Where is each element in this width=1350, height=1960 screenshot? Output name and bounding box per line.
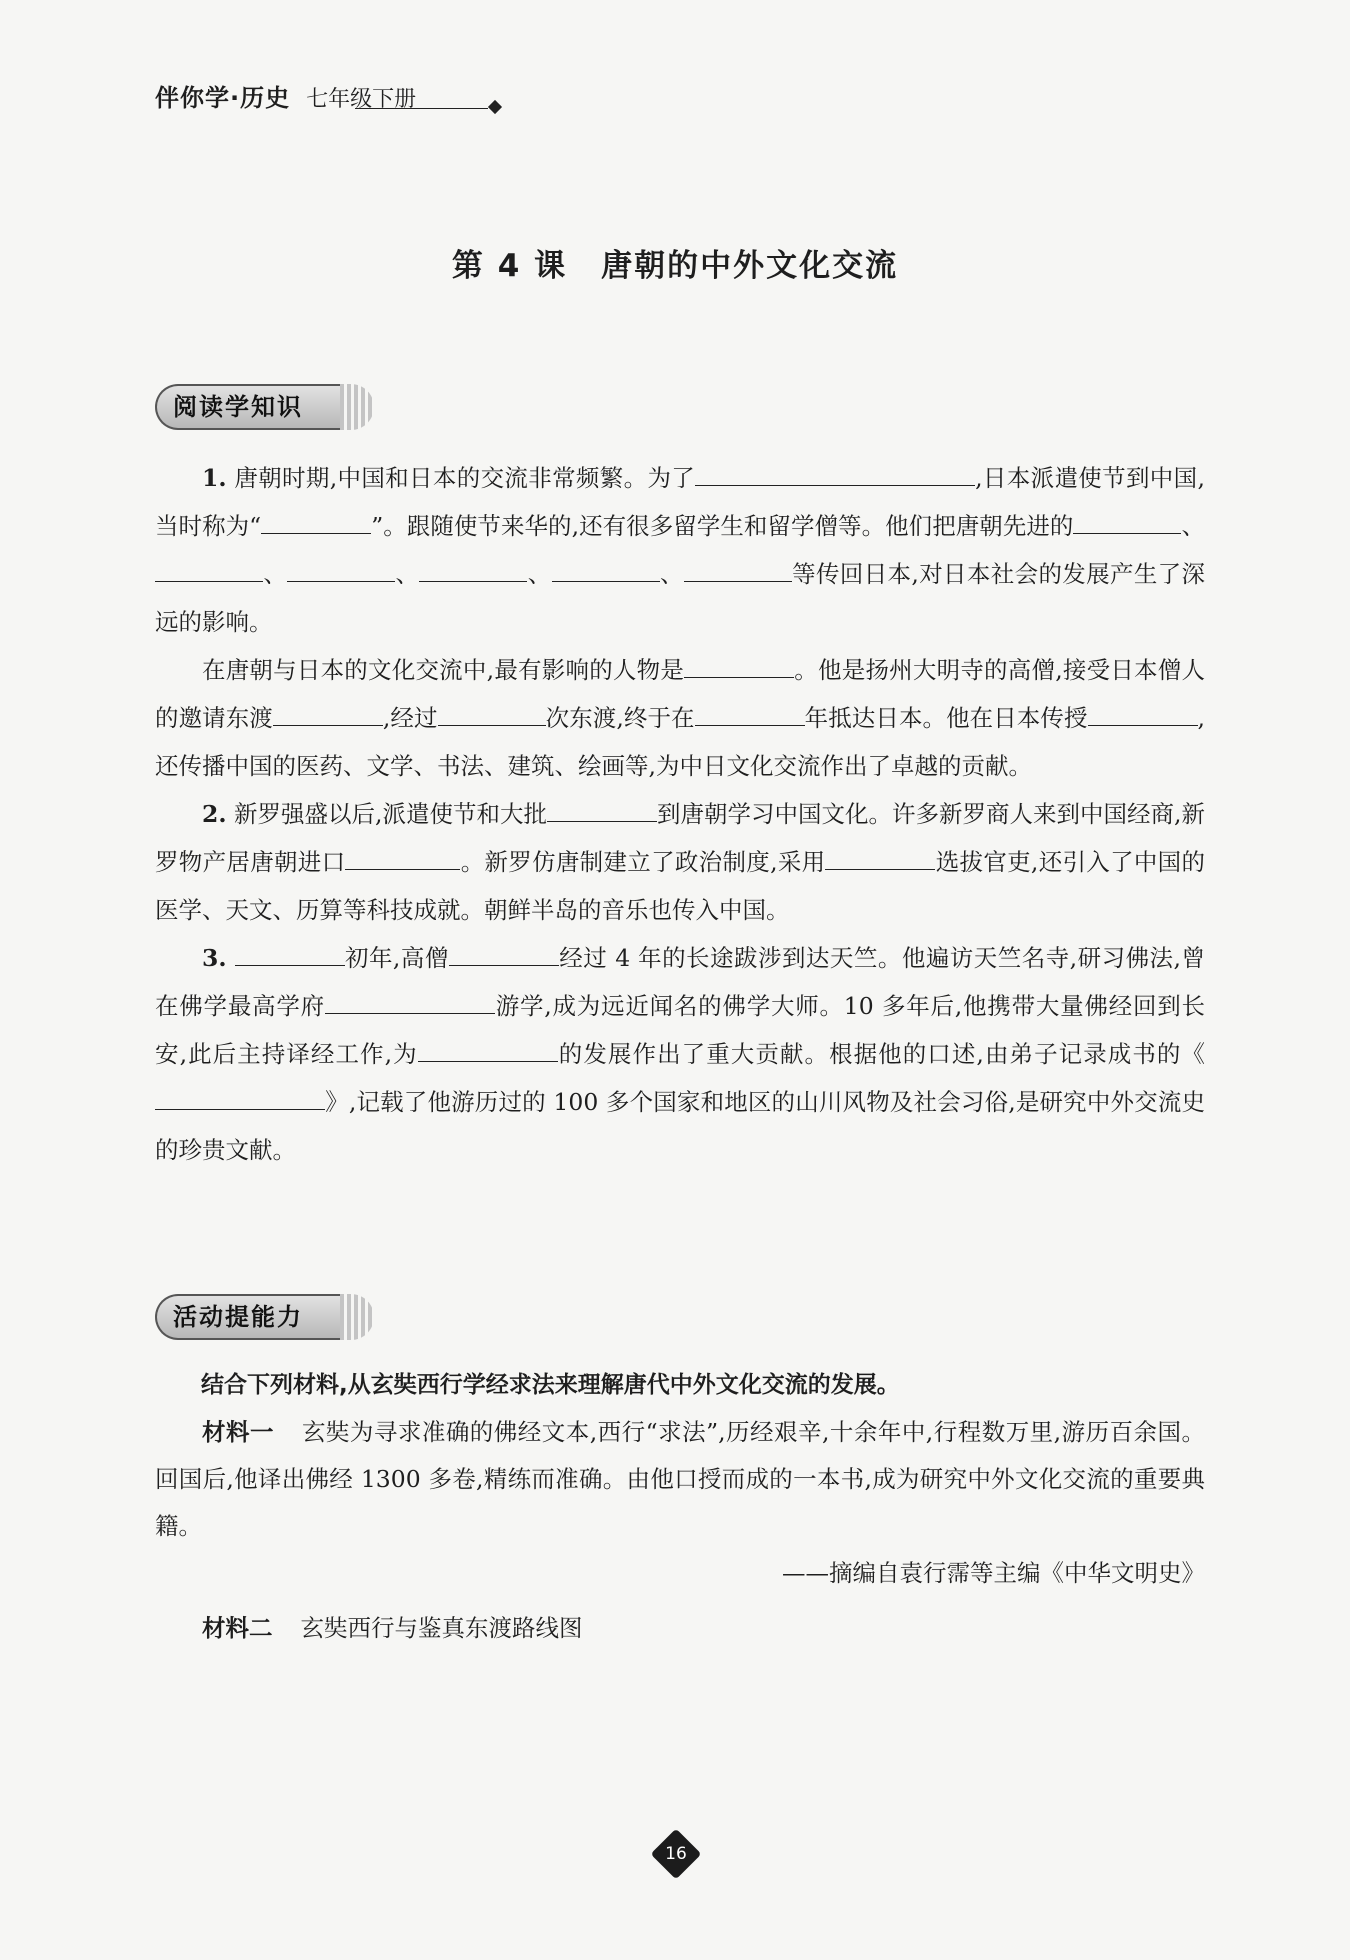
activity-body (155, 1362, 1205, 1652)
question-3: 3. 初年,高僧 经过 4 年的长途跋涉到达天竺。他遍访天竺名寺,研习佛法,曾在佛学最高学府 游学,成为远近闻名的佛学大师。10 多年后,他携带大量佛经回到长安,此后主持译经工作,为 的发展作出了重大贡献。根据他的口述,由弟子记录成书的《》,记载了他游历过的 100 多个国家和地区的山川风物及社会习俗,是研究中外交流史的珍贵文献。 (155, 934, 1205, 1174)
fill-blank[interactable] (684, 551, 792, 582)
question-1: 1. 唐朝时期,中国和日本的交流非常频繁。为了 ,日本派遣使节到中国,当时称为“ ”。跟随使节来华的,还有很多留学生和留学僧等。他们把唐朝先进的 、、 、 、 、 等传回日本,对日本社会的发展产生了深远的影响。 (155, 454, 1205, 646)
fill-blank[interactable] (261, 503, 371, 534)
fill-blank[interactable] (1088, 695, 1198, 726)
page-number-badge (654, 1832, 698, 1876)
running-header (155, 78, 500, 112)
section-label-activity: 活动提能力 (155, 1294, 371, 1340)
fill-blank[interactable] (547, 791, 657, 822)
fill-blank[interactable] (418, 1031, 558, 1062)
fill-blank[interactable] (449, 935, 559, 966)
material-2: 材料二 玄奘西行与鉴真东渡路线图 (202, 1614, 583, 1642)
question-2: 2. 新罗强盛以后,派遣使节和大批 到唐朝学习中国文化。许多新罗商人来到中国经商,新罗物产居唐朝进口 。新罗仿唐制建立了政治制度,采用 选拔官吏,还引入了中国的医学、天文、历算等科技成就。朝鲜半岛的音乐也传入中国。 (155, 790, 1205, 934)
fill-blank[interactable] (1073, 503, 1181, 534)
series-title: 伴你学·历史 (155, 84, 291, 112)
material-1-source: ——摘编自袁行霈等主编《中华文明史》 (782, 1559, 1205, 1587)
fill-blank[interactable] (287, 551, 395, 582)
reading-body (155, 454, 1205, 1174)
fill-blank[interactable] (825, 839, 935, 870)
diamond-icon (488, 100, 502, 114)
fill-blank[interactable] (438, 695, 546, 726)
grade-label: 七年级下册 (306, 87, 417, 112)
header-rule (355, 108, 488, 109)
page-number: 16 (665, 1844, 687, 1864)
lesson-title (0, 240, 1350, 285)
fill-blank[interactable] (155, 551, 263, 582)
section-label-reading: 阅读学知识 (155, 384, 371, 430)
lesson-number: 第 4 课 (451, 248, 568, 284)
fill-blank[interactable] (552, 551, 660, 582)
fill-blank[interactable] (155, 1079, 325, 1110)
fill-blank[interactable] (235, 935, 345, 966)
fill-blank[interactable] (684, 647, 794, 678)
material-1: 材料一 玄奘为寻求准确的佛经文本,西行“求法”,历经艰辛,十余年中,行程数万里,游历百余国。回国后,他译出佛经 1300 多卷,精练而准确。由他口授而成的一本书,成为研究中外文化交流的重要典籍。 (155, 1418, 1206, 1540)
fill-blank[interactable] (695, 695, 805, 726)
fill-blank[interactable] (695, 455, 975, 486)
fill-blank[interactable] (325, 983, 495, 1014)
lesson-name: 唐朝的中外文化交流 (601, 248, 899, 284)
fill-blank[interactable] (345, 839, 460, 870)
fill-blank[interactable] (273, 695, 383, 726)
activity-prompt: 结合下列材料,从玄奘西行学经求法来理解唐代中外文化交流的发展。 (201, 1372, 900, 1398)
fill-blank[interactable] (419, 551, 527, 582)
paragraph-jianzhen: 在唐朝与日本的文化交流中,最有影响的人物是 。他是扬州大明寺的高僧,接受日本僧人的邀请东渡 ,经过 次东渡,终于在 年抵达日本。他在日本传授 ,还传播中国的医药、文学、书法、建筑、绘画等,为中日文化交流作出了卓越的贡献。 (155, 646, 1205, 790)
